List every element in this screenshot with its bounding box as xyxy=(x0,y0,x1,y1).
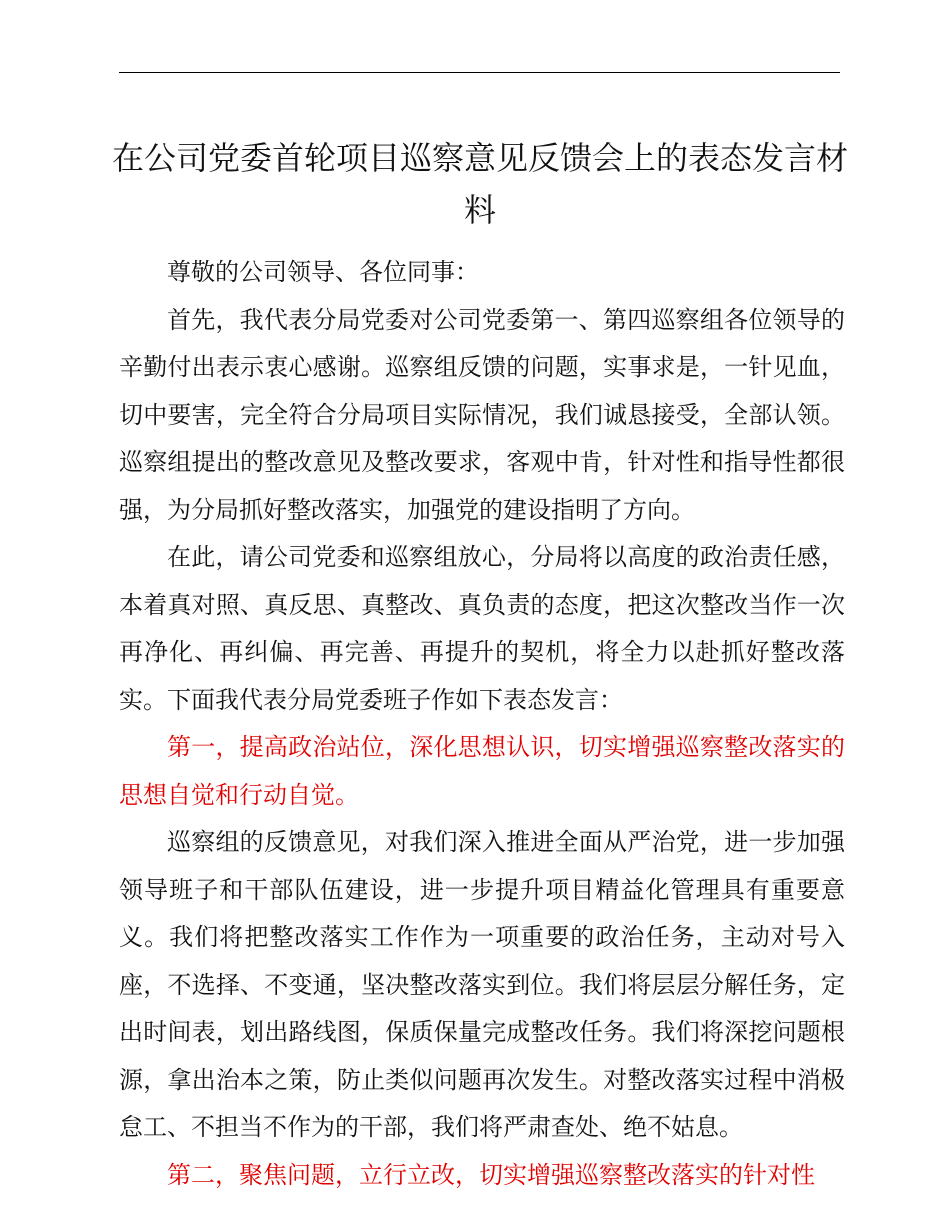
paragraph-thanks: 首先，我代表分局党委对公司党委第一、第四巡察组各位领导的辛勤付出表示衷心感谢。巡察组反馈的问题，实事求是，一针见血，切中要害，完全符合分局项目实际情况，我们诚恳接受，全部认领。巡察组提出的整改意见及整改要求，客观中肯，针对性和指导性都很强，为分局抓好整改落实，加强党的建设指明了方向。 xyxy=(119,305,845,524)
header-rule xyxy=(119,72,840,73)
section-heading-first: 第一，提高政治站位，深化思想认识，切实增强巡察整改落实的思想自觉和行动自觉。 xyxy=(119,733,845,809)
document-title: 在公司党委首轮项目巡察意见反馈会上的表态发言材料 xyxy=(111,139,848,229)
salutation: 尊敬的公司领导、各位同事： xyxy=(167,258,479,286)
paragraph-first-section: 巡察组的反馈意见，对我们深入推进全面从严治党，进一步加强领导班子和干部队伍建设，进一步提升项目精益化管理具有重要意义。我们将把整改落实工作作为一项重要的政治任务，主动对号入座，不选择、不变通，坚决整改落实到位。我们将层层分解任务，定出时间表，划出路线图，保质保量完成整改任务。我们将深挖问题根源，拿出治本之策，防止类似问题再次发生。对整改落实过程中消极怠工、不担当不作为的干部，我们将严肃查处、绝不姑息。 xyxy=(119,828,845,1141)
section-heading-second: 第二，聚焦问题，立行立改，切实增强巡察整改落实的针对性 xyxy=(167,1160,815,1189)
paragraph-commitment: 在此，请公司党委和巡察组放心，分局将以高度的政治责任感，本着真对照、真反思、真整改、真负责的态度，把这次整改当作一次再净化、再纠偏、再完善、再提升的契机，将全力以赴抓好整改落实。下面我代表分局党委班子作如下表态发言： xyxy=(119,543,845,714)
document-body xyxy=(119,249,845,1199)
